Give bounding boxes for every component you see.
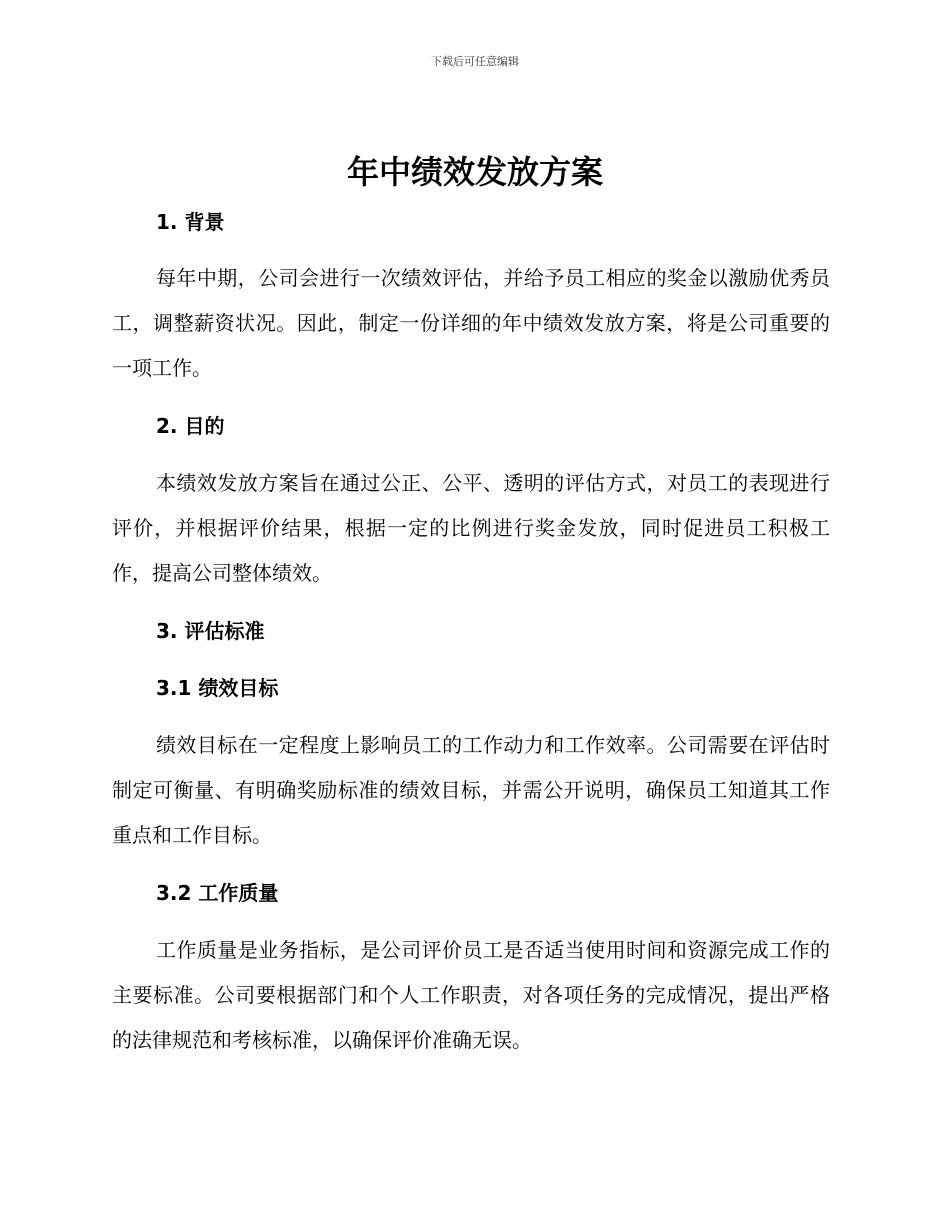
section-paragraph-work-quality: 工作质量是业务指标，是公司评价员工是否适当使用时间和资源完成工作的主要标准。公司要根据部门和个人工作职责，对各项任务的完成情况，提出严格的法律规范和考核标准，以确保评价准确无误。 — [112, 938, 830, 1052]
section-heading-performance-goals: 3.1 绩效目标 — [156, 676, 279, 700]
section-heading-background: 1. 背景 — [156, 210, 225, 234]
section-heading-evaluation-criteria: 3. 评估标准 — [156, 619, 265, 643]
section-heading-purpose: 2. 目的 — [156, 414, 225, 438]
section-paragraph-background: 每年中期，公司会进行一次绩效评估，并给予员工相应的奖金以激励优秀员工，调整薪资状况。因此，制定一份详细的年中绩效发放方案，将是公司重要的一项工作。 — [112, 266, 830, 380]
section-paragraph-performance-goals: 绩效目标在一定程度上影响员工的工作动力和工作效率。公司需要在评估时制定可衡量、有明确奖励标准的绩效目标，并需公开说明，确保员工知道其工作重点和工作目标。 — [112, 733, 830, 847]
header-note: 下载后可任意编辑 — [431, 55, 519, 68]
section-heading-work-quality: 3.2 工作质量 — [156, 881, 279, 905]
section-paragraph-purpose: 本绩效发放方案旨在通过公正、公平、透明的评估方式，对员工的表现进行评价，并根据评价结果，根据一定的比例进行奖金发放，同时促进员工积极工作，提高公司整体绩效。 — [112, 471, 830, 585]
document-title: 年中绩效发放方案 — [346, 153, 603, 191]
